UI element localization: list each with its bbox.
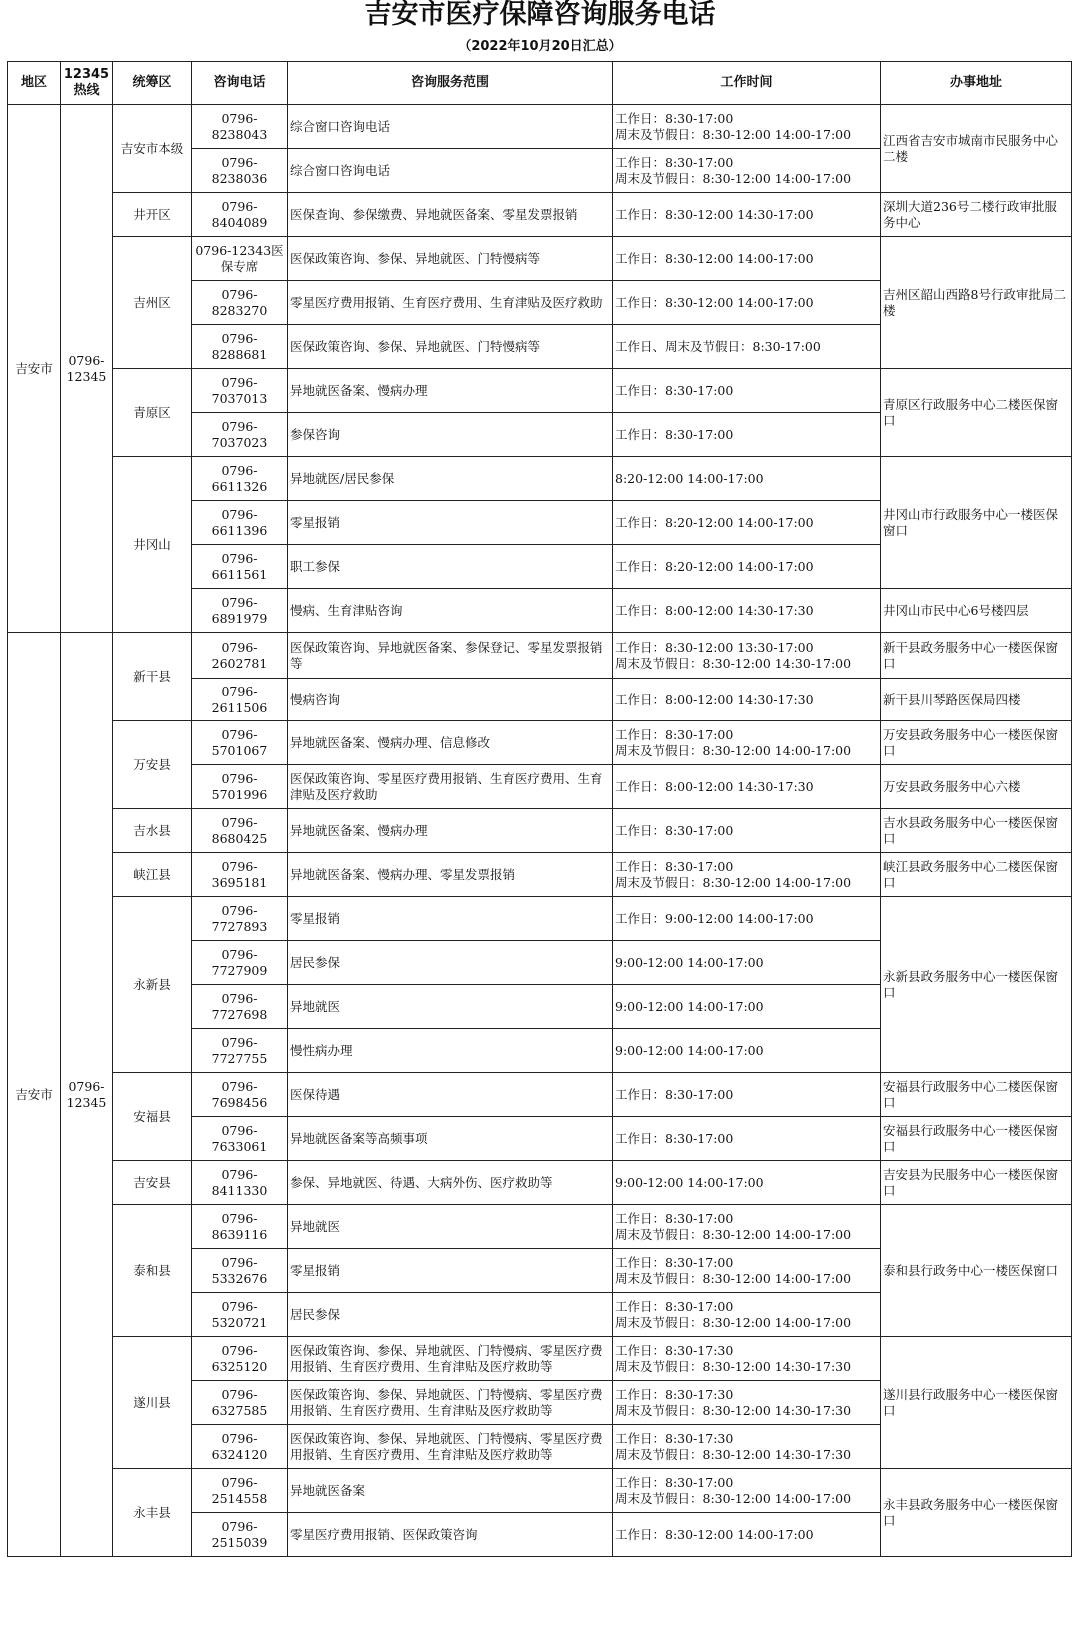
- phone-cell: 0796-6611326: [192, 457, 288, 501]
- hours-cell: 工作日：8:30-17:30 周末及节假日：8:30-12:00 14:30-17:30: [613, 1425, 881, 1469]
- phone-cell: 0796-7698456: [192, 1073, 288, 1117]
- phone-cell: 0796-5701067: [192, 721, 288, 765]
- phone-cell: 0796-8238043: [192, 105, 288, 149]
- phone-cell: 0796-6327585: [192, 1381, 288, 1425]
- consultation-table: [7, 61, 1072, 1557]
- district-cell: 吉州区: [113, 237, 192, 369]
- table-row: [8, 1469, 1072, 1513]
- scope-cell: 综合窗口咨询电话: [288, 105, 613, 149]
- table-row: [8, 897, 1072, 941]
- scope-cell: 慢病咨询: [288, 679, 613, 721]
- district-cell: 遂川县: [113, 1337, 192, 1469]
- scope-cell: 零星报销: [288, 1249, 613, 1293]
- district-cell: 吉安市本级: [113, 105, 192, 193]
- hours-cell: 工作日：8:30-17:30 周末及节假日：8:30-12:00 14:30-17:30: [613, 1337, 881, 1381]
- address-cell: 吉安县为民服务中心一楼医保窗口: [881, 1161, 1072, 1205]
- hours-cell: 工作日：8:30-17:00 周末及节假日：8:30-12:00 14:00-17:00: [613, 1205, 881, 1249]
- hours-cell: 工作日：8:30-12:00 14:00-17:00: [613, 1513, 881, 1557]
- table-row: [8, 237, 1072, 281]
- scope-cell: 慢性病办理: [288, 1029, 613, 1073]
- phone-cell: 0796-5701996: [192, 765, 288, 809]
- address-cell: 吉水县政务服务中心一楼医保窗口: [881, 809, 1072, 853]
- district-cell: 峡江县: [113, 853, 192, 897]
- scope-cell: 异地就医: [288, 985, 613, 1029]
- address-cell: 井冈山市民中心6号楼四层: [881, 589, 1072, 633]
- phone-cell: 0796-6611396: [192, 501, 288, 545]
- address-cell: 安福县行政服务中心一楼医保窗口: [881, 1117, 1072, 1161]
- table-row: [8, 457, 1072, 501]
- scope-cell: 零星医疗费用报销、生育医疗费用、生育津贴及医疗救助: [288, 281, 613, 325]
- header-hours: 工作时间: [613, 62, 881, 105]
- phone-cell: 0796-2611506: [192, 679, 288, 721]
- scope-cell: 医保政策咨询、参保、异地就医、门特慢病、零星医疗费用报销、生育医疗费用、生育津贴及医疗救助等: [288, 1425, 613, 1469]
- scope-cell: 异地就医备案等高频事项: [288, 1117, 613, 1161]
- scope-cell: 异地就医备案、慢病办理、零星发票报销: [288, 853, 613, 897]
- scope-cell: 异地就医备案、慢病办理: [288, 369, 613, 413]
- scope-cell: 参保、异地就医、待遇、大病外伤、医疗救助等: [288, 1161, 613, 1205]
- phone-cell: 0796-7633061: [192, 1117, 288, 1161]
- hours-cell: 9:00-12:00 14:00-17:00: [613, 1029, 881, 1073]
- address-cell: 万安县政务服务中心一楼医保窗口: [881, 721, 1072, 765]
- hours-cell: 9:00-12:00 14:00-17:00: [613, 1161, 881, 1205]
- region-cell: 吉安市: [8, 633, 61, 1557]
- table-row: [8, 1337, 1072, 1381]
- hours-cell: 工作日：8:20-12:00 14:00-17:00: [613, 545, 881, 589]
- hours-cell: 工作日：8:30-17:00: [613, 1073, 881, 1117]
- scope-cell: 医保政策咨询、参保、异地就医、门特慢病等: [288, 237, 613, 281]
- hours-cell: 工作日：8:30-17:00 周末及节假日：8:30-12:00 14:00-17:00: [613, 105, 881, 149]
- address-cell: 峡江县政务服务中心二楼医保窗口: [881, 853, 1072, 897]
- phone-cell: 0796-2602781: [192, 633, 288, 679]
- scope-cell: 医保政策咨询、零星医疗费用报销、生育医疗费用、生育津贴及医疗救助: [288, 765, 613, 809]
- hours-cell: 工作日：8:30-17:00 周末及节假日：8:30-12:00 14:00-17:00: [613, 1469, 881, 1513]
- hours-cell: 工作日：8:30-12:00 14:30-17:00: [613, 193, 881, 237]
- district-cell: 万安县: [113, 721, 192, 809]
- district-cell: 永丰县: [113, 1469, 192, 1557]
- phone-cell: 0796-8639116: [192, 1205, 288, 1249]
- phone-cell: 0796-6325120: [192, 1337, 288, 1381]
- phone-cell: 0796-6891979: [192, 589, 288, 633]
- hours-cell: 9:00-12:00 14:00-17:00: [613, 941, 881, 985]
- phone-cell: 0796-7727755: [192, 1029, 288, 1073]
- district-cell: 井冈山: [113, 457, 192, 633]
- phone-cell: 0796-7037013: [192, 369, 288, 413]
- hotline-cell: 0796-12345: [61, 105, 113, 633]
- header-scope: 咨询服务范围: [288, 62, 613, 105]
- district-cell: 新干县: [113, 633, 192, 721]
- scope-cell: 零星报销: [288, 501, 613, 545]
- scope-cell: 居民参保: [288, 1293, 613, 1337]
- scope-cell: 异地就医备案、慢病办理: [288, 809, 613, 853]
- scope-cell: 医保查询、参保缴费、异地就医备案、零星发票报销: [288, 193, 613, 237]
- hours-cell: 8:20-12:00 14:00-17:00: [613, 457, 881, 501]
- hours-cell: 工作日：9:00-12:00 14:00-17:00: [613, 897, 881, 941]
- hours-cell: 工作日：8:30-12:00 14:00-17:00: [613, 281, 881, 325]
- phone-cell: 0796-2515039: [192, 1513, 288, 1557]
- table-body: [8, 105, 1072, 1557]
- header-hotline: 12345热线: [61, 62, 113, 105]
- phone-cell: 0796-3695181: [192, 853, 288, 897]
- hours-cell: 工作日：8:30-17:00: [613, 1117, 881, 1161]
- table-header-row: [8, 62, 1072, 105]
- scope-cell: 医保政策咨询、参保、异地就医、门特慢病等: [288, 325, 613, 369]
- header-district: 统筹区: [113, 62, 192, 105]
- table-row: [8, 1205, 1072, 1249]
- hours-cell: 工作日：8:30-17:00 周末及节假日：8:30-12:00 14:00-17:00: [613, 149, 881, 193]
- region-cell: 吉安市: [8, 105, 61, 633]
- hours-cell: 工作日：8:30-17:00 周末及节假日：8:30-12:00 14:00-17:00: [613, 853, 881, 897]
- scope-cell: 异地就医/居民参保: [288, 457, 613, 501]
- phone-cell: 0796-5320721: [192, 1293, 288, 1337]
- phone-cell: 0796-6324120: [192, 1425, 288, 1469]
- header-address: 办事地址: [881, 62, 1072, 105]
- table-row: [8, 193, 1072, 237]
- district-cell: 青原区: [113, 369, 192, 457]
- scope-cell: 异地就医: [288, 1205, 613, 1249]
- table-row: [8, 369, 1072, 413]
- phone-cell: 0796-2514558: [192, 1469, 288, 1513]
- district-cell: 安福县: [113, 1073, 192, 1161]
- phone-cell: 0796-12343医保专席: [192, 237, 288, 281]
- table-row: [8, 633, 1072, 679]
- district-cell: 泰和县: [113, 1205, 192, 1337]
- address-cell: 新干县川琴路医保局四楼: [881, 679, 1072, 721]
- table-row: [8, 721, 1072, 765]
- phone-cell: 0796-8238036: [192, 149, 288, 193]
- scope-cell: 零星报销: [288, 897, 613, 941]
- hours-cell: 工作日：8:00-12:00 14:30-17:30: [613, 679, 881, 721]
- table-row: [8, 809, 1072, 853]
- district-cell: 井开区: [113, 193, 192, 237]
- scope-cell: 医保政策咨询、参保、异地就医、门特慢病、零星医疗费用报销、生育医疗费用、生育津贴及医疗救助等: [288, 1381, 613, 1425]
- table-row: [8, 1161, 1072, 1205]
- hours-cell: 9:00-12:00 14:00-17:00: [613, 985, 881, 1029]
- phone-cell: 0796-8411330: [192, 1161, 288, 1205]
- address-cell: 深圳大道236号二楼行政审批服务中心: [881, 193, 1072, 237]
- scope-cell: 异地就医备案: [288, 1469, 613, 1513]
- address-cell: 青原区行政服务中心二楼医保窗口: [881, 369, 1072, 457]
- phone-cell: 0796-8288681: [192, 325, 288, 369]
- page-title: 吉安市医疗保障咨询服务电话: [364, 0, 716, 30]
- header-phone: 咨询电话: [192, 62, 288, 105]
- scope-cell: 综合窗口咨询电话: [288, 149, 613, 193]
- scope-cell: 医保待遇: [288, 1073, 613, 1117]
- district-cell: 吉安县: [113, 1161, 192, 1205]
- address-cell: 永新县政务服务中心一楼医保窗口: [881, 897, 1072, 1073]
- hours-cell: 工作日：8:30-17:30 周末及节假日：8:30-12:00 14:30-17:30: [613, 1381, 881, 1425]
- hours-cell: 工作日、周末及节假日：8:30-17:00: [613, 325, 881, 369]
- phone-cell: 0796-7727698: [192, 985, 288, 1029]
- table-row: [8, 105, 1072, 149]
- address-cell: 泰和县行政务中心一楼医保窗口: [881, 1205, 1072, 1337]
- hours-cell: 工作日：8:30-17:00 周末及节假日：8:30-12:00 14:00-17:00: [613, 721, 881, 765]
- phone-cell: 0796-8680425: [192, 809, 288, 853]
- hours-cell: 工作日：8:00-12:00 14:30-17:30: [613, 765, 881, 809]
- phone-cell: 0796-8283270: [192, 281, 288, 325]
- scope-cell: 职工参保: [288, 545, 613, 589]
- table-row: [8, 1073, 1072, 1117]
- hotline-cell: 0796-12345: [61, 633, 113, 1557]
- hours-cell: 工作日：8:30-17:00: [613, 809, 881, 853]
- scope-cell: 异地就医备案、慢病办理、信息修改: [288, 721, 613, 765]
- scope-cell: 医保政策咨询、参保、异地就医、门特慢病、零星医疗费用报销、生育医疗费用、生育津贴及医疗救助等: [288, 1337, 613, 1381]
- table-row: [8, 853, 1072, 897]
- address-cell: 新干县政务服务中心一楼医保窗口: [881, 633, 1072, 679]
- hours-cell: 工作日：8:30-17:00 周末及节假日：8:30-12:00 14:00-17:00: [613, 1249, 881, 1293]
- phone-cell: 0796-8404089: [192, 193, 288, 237]
- address-cell: 永丰县政务服务中心一楼医保窗口: [881, 1469, 1072, 1557]
- address-cell: 安福县行政服务中心二楼医保窗口: [881, 1073, 1072, 1117]
- hours-cell: 工作日：8:30-17:00: [613, 413, 881, 457]
- scope-cell: 参保咨询: [288, 413, 613, 457]
- district-cell: 永新县: [113, 897, 192, 1073]
- hours-cell: 工作日：8:20-12:00 14:00-17:00: [613, 501, 881, 545]
- hours-cell: 工作日：8:00-12:00 14:30-17:30: [613, 589, 881, 633]
- hours-cell: 工作日：8:30-12:00 13:30-17:00 周末及节假日：8:30-12:00 14:30-17:00: [613, 633, 881, 679]
- phone-cell: 0796-5332676: [192, 1249, 288, 1293]
- scope-cell: 慢病、生育津贴咨询: [288, 589, 613, 633]
- district-cell: 吉水县: [113, 809, 192, 853]
- scope-cell: 居民参保: [288, 941, 613, 985]
- page-subtitle: （2022年10月20日汇总）: [458, 39, 622, 54]
- address-cell: 遂川县行政服务中心一楼医保窗口: [881, 1337, 1072, 1469]
- address-cell: 万安县政务服务中心六楼: [881, 765, 1072, 809]
- header-region: 地区: [8, 62, 61, 105]
- address-cell: 井冈山市行政服务中心一楼医保窗口: [881, 457, 1072, 589]
- scope-cell: 医保政策咨询、异地就医备案、参保登记、零星发票报销等: [288, 633, 613, 679]
- phone-cell: 0796-7727909: [192, 941, 288, 985]
- address-cell: 江西省吉安市城南市民服务中心二楼: [881, 105, 1072, 193]
- hours-cell: 工作日：8:30-17:00 周末及节假日：8:30-12:00 14:00-17:00: [613, 1293, 881, 1337]
- hours-cell: 工作日：8:30-12:00 14:00-17:00: [613, 237, 881, 281]
- phone-cell: 0796-7727893: [192, 897, 288, 941]
- phone-cell: 0796-6611561: [192, 545, 288, 589]
- phone-cell: 0796-7037023: [192, 413, 288, 457]
- scope-cell: 零星医疗费用报销、医保政策咨询: [288, 1513, 613, 1557]
- hours-cell: 工作日：8:30-17:00: [613, 369, 881, 413]
- address-cell: 吉州区韶山西路8号行政审批局二楼: [881, 237, 1072, 369]
